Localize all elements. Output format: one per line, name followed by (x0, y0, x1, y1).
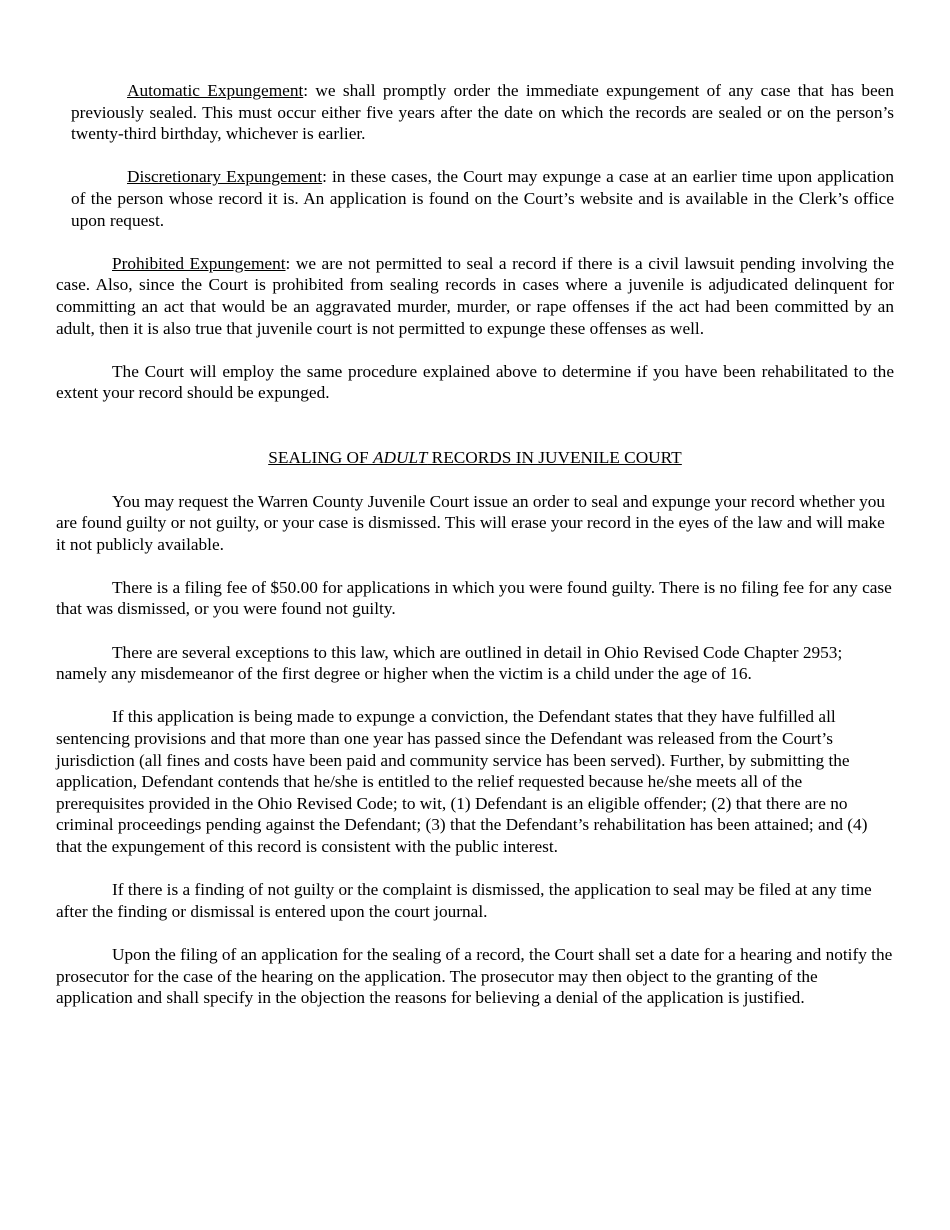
document-page (56, 80, 894, 1009)
heading-part2: RECORDS IN JUVENILE COURT (427, 447, 682, 467)
prohibited-expungement-label: Prohibited Expungement (112, 253, 286, 273)
fee-paragraph: There is a filing fee of $50.00 for applications in which you were found guilty. There is no filing fee for any case that was dismissed, or you were found not guilty. (56, 577, 892, 619)
prohibited-expungement-paragraph (56, 253, 894, 339)
section-heading (56, 447, 894, 469)
conviction-paragraph: If this application is being made to expunge a conviction, the Defendant states that they have fulfilled all sentencing provisions and that more than one year has passed since the Defendant was released from the Court’s jurisdiction (all fines and costs have been paid and community service has been served). Further, by submitting the application, Defendant contends that he/she is entitled to the relief requested because he/she meets all of the prerequisites provided in the Ohio Revised Code; to wit, (1) Defendant is an eligible offender; (2) that there are no criminal proceedings pending against the Defendant; (3) that the Defendant’s rehabilitation has been attained; and (4) that the expungement of this record is consistent with the public interest. (56, 707, 868, 856)
discretionary-expungement-label: Discretionary Expungement (127, 167, 323, 187)
procedure-paragraph: The Court will employ the same procedure explained above to determine if you have been rehabilitated to the extent your record should be expunged. (56, 361, 894, 403)
discretionary-expungement-paragraph (71, 166, 894, 231)
hearing-paragraph: Upon the filing of an application for the sealing of a record, the Court shall set a date for a hearing and notify the prosecutor for the case of the hearing on the application. The prosecutor may then object to the granting of the application and shall specify in the objection the reasons for believing a denial of the application is justified. (56, 944, 893, 1008)
request-paragraph: You may request the Warren County Juvenile Court issue an order to seal and expunge your record whether you are found guilty or not guilty, or your case is dismissed. This will erase your record in the eyes of the law and will make it not publicly available. (56, 491, 886, 554)
prohibited-expungement-text: : we are not permitted to seal a record if there is a civil lawsuit pending involving the case. Also, since the Court is prohibited from sealing records in cases where a juvenile is adjudicated delinquent for committing an act that would be an aggravated murder, murder, or rape offenses if the act had been committed by an adult, then it is also true that juvenile court is not permitted to expunge these offenses as well. (56, 253, 894, 338)
heading-italic: ADULT (372, 447, 428, 467)
exceptions-paragraph: There are several exceptions to this law, which are outlined in detail in Ohio Revised Code Chapter 2953; namely any misdemeanor of the first degree or higher when the victim is a child under the age of 16. (56, 642, 843, 684)
discretionary-expungement-text: : in these cases, the Court may expunge a case at an earlier time upon application of the person whose record it is. An application is found on the Court’s website and is available in the Clerk’s office upon request. (71, 167, 894, 230)
automatic-expungement-text: : we shall promptly order the immediate expungement of any case that has been previously sealed. This must occur either five years after the date on which the records are sealed or on the person’s twenty-third birthday, whichever is earlier. (71, 81, 894, 144)
automatic-expungement-label: Automatic Expungement (127, 81, 304, 100)
not-guilty-paragraph: If there is a finding of not guilty or the complaint is dismissed, the application to seal may be filed at any time after the finding or dismissal is entered upon the court journal. (56, 880, 872, 921)
heading-part1: SEALING OF (268, 447, 373, 467)
automatic-expungement-paragraph (71, 80, 894, 145)
